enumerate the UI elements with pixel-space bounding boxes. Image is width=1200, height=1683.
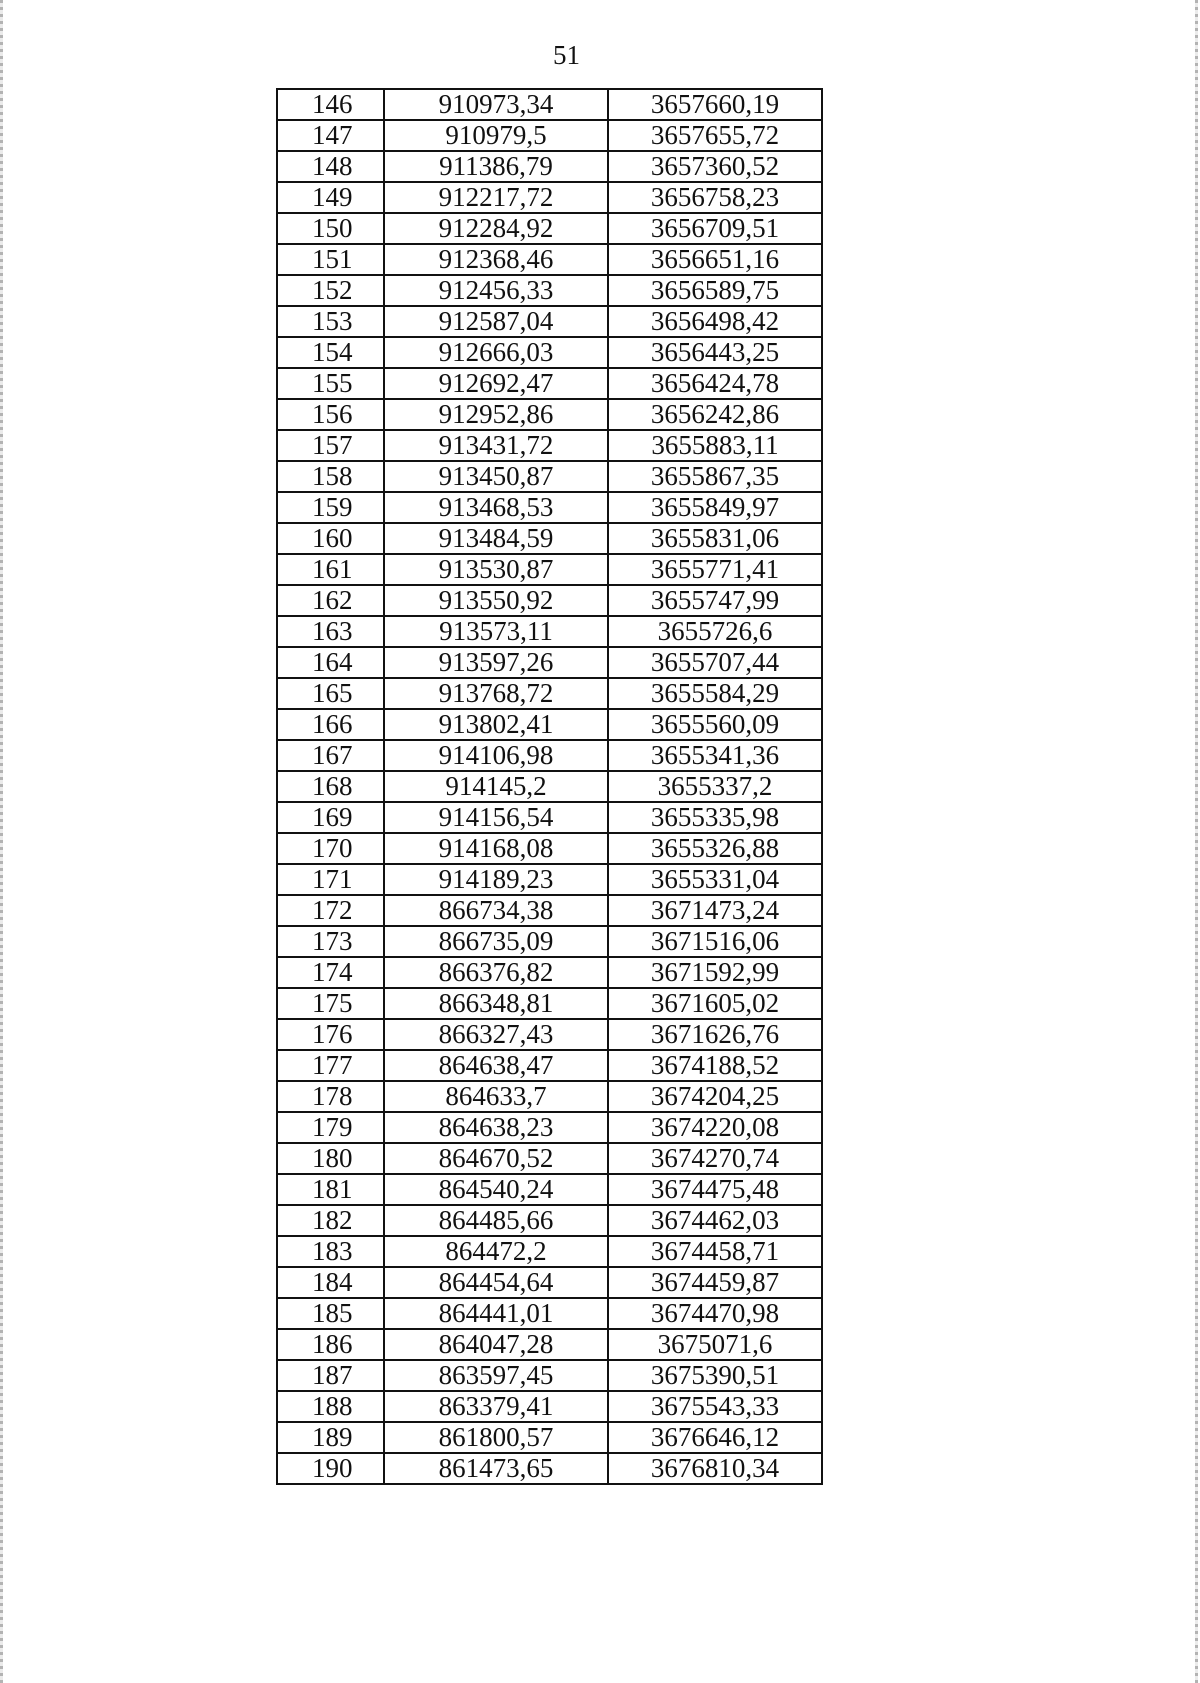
point-number-cell: 165 — [277, 678, 384, 709]
point-number-cell: 157 — [277, 430, 384, 461]
table-row — [277, 554, 822, 585]
y-coordinate-cell: 3656424,78 — [608, 368, 822, 399]
point-number-cell: 167 — [277, 740, 384, 771]
y-coordinate-cell: 3671605,02 — [608, 988, 822, 1019]
x-coordinate-cell: 864540,24 — [384, 1174, 608, 1205]
y-coordinate-cell: 3674459,87 — [608, 1267, 822, 1298]
point-number-cell: 188 — [277, 1391, 384, 1422]
x-coordinate-cell: 864670,52 — [384, 1143, 608, 1174]
table-row — [277, 1391, 822, 1422]
x-coordinate-cell: 913450,87 — [384, 461, 608, 492]
table-row — [277, 89, 822, 120]
point-number-cell: 155 — [277, 368, 384, 399]
y-coordinate-cell: 3671473,24 — [608, 895, 822, 926]
point-number-cell: 166 — [277, 709, 384, 740]
point-number-cell: 160 — [277, 523, 384, 554]
point-number-cell: 190 — [277, 1453, 384, 1484]
y-coordinate-cell: 3671516,06 — [608, 926, 822, 957]
table-row — [277, 151, 822, 182]
y-coordinate-cell: 3671626,76 — [608, 1019, 822, 1050]
x-coordinate-cell: 913484,59 — [384, 523, 608, 554]
x-coordinate-cell: 912284,92 — [384, 213, 608, 244]
table-row — [277, 988, 822, 1019]
x-coordinate-cell: 866348,81 — [384, 988, 608, 1019]
table-row — [277, 1298, 822, 1329]
x-coordinate-cell: 866376,82 — [384, 957, 608, 988]
table-row — [277, 275, 822, 306]
point-number-cell: 150 — [277, 213, 384, 244]
y-coordinate-cell: 3676810,34 — [608, 1453, 822, 1484]
x-coordinate-cell: 866735,09 — [384, 926, 608, 957]
x-coordinate-cell: 914189,23 — [384, 864, 608, 895]
y-coordinate-cell: 3674462,03 — [608, 1205, 822, 1236]
table-row — [277, 1329, 822, 1360]
y-coordinate-cell: 3655726,6 — [608, 616, 822, 647]
table-row — [277, 306, 822, 337]
table-row — [277, 957, 822, 988]
x-coordinate-cell: 913431,72 — [384, 430, 608, 461]
y-coordinate-cell: 3655771,41 — [608, 554, 822, 585]
y-coordinate-cell: 3674204,25 — [608, 1081, 822, 1112]
point-number-cell: 175 — [277, 988, 384, 1019]
x-coordinate-cell: 912217,72 — [384, 182, 608, 213]
x-coordinate-cell: 910979,5 — [384, 120, 608, 151]
table-row — [277, 740, 822, 771]
point-number-cell: 147 — [277, 120, 384, 151]
x-coordinate-cell: 864441,01 — [384, 1298, 608, 1329]
y-coordinate-cell: 3655560,09 — [608, 709, 822, 740]
y-coordinate-cell: 3675071,6 — [608, 1329, 822, 1360]
point-number-cell: 187 — [277, 1360, 384, 1391]
x-coordinate-cell: 913768,72 — [384, 678, 608, 709]
table-row — [277, 647, 822, 678]
point-number-cell: 171 — [277, 864, 384, 895]
y-coordinate-cell: 3655584,29 — [608, 678, 822, 709]
x-coordinate-cell: 866327,43 — [384, 1019, 608, 1050]
y-coordinate-cell: 3676646,12 — [608, 1422, 822, 1453]
x-coordinate-cell: 912368,46 — [384, 244, 608, 275]
x-coordinate-cell: 861800,57 — [384, 1422, 608, 1453]
y-coordinate-cell: 3674270,74 — [608, 1143, 822, 1174]
x-coordinate-cell: 864638,23 — [384, 1112, 608, 1143]
table-row — [277, 1112, 822, 1143]
y-coordinate-cell: 3674188,52 — [608, 1050, 822, 1081]
table-row — [277, 1267, 822, 1298]
table-row — [277, 1050, 822, 1081]
point-number-cell: 180 — [277, 1143, 384, 1174]
table-row — [277, 1453, 822, 1484]
point-number-cell: 173 — [277, 926, 384, 957]
table-row — [277, 337, 822, 368]
table-row — [277, 1360, 822, 1391]
point-number-cell: 156 — [277, 399, 384, 430]
y-coordinate-cell: 3675390,51 — [608, 1360, 822, 1391]
table-row — [277, 213, 822, 244]
point-number-cell: 149 — [277, 182, 384, 213]
table-row — [277, 709, 822, 740]
table-row — [277, 461, 822, 492]
table-row — [277, 244, 822, 275]
y-coordinate-cell: 3655335,98 — [608, 802, 822, 833]
coordinates-table — [276, 88, 823, 1485]
y-coordinate-cell: 3674458,71 — [608, 1236, 822, 1267]
point-number-cell: 172 — [277, 895, 384, 926]
table-row — [277, 833, 822, 864]
y-coordinate-cell: 3656498,42 — [608, 306, 822, 337]
x-coordinate-cell: 864047,28 — [384, 1329, 608, 1360]
x-coordinate-cell: 913597,26 — [384, 647, 608, 678]
table-row — [277, 120, 822, 151]
y-coordinate-cell: 3656651,16 — [608, 244, 822, 275]
point-number-cell: 179 — [277, 1112, 384, 1143]
point-number-cell: 146 — [277, 89, 384, 120]
point-number-cell: 148 — [277, 151, 384, 182]
y-coordinate-cell: 3655883,11 — [608, 430, 822, 461]
point-number-cell: 189 — [277, 1422, 384, 1453]
y-coordinate-cell: 3655707,44 — [608, 647, 822, 678]
y-coordinate-cell: 3655867,35 — [608, 461, 822, 492]
table-row — [277, 1174, 822, 1205]
point-number-cell: 159 — [277, 492, 384, 523]
y-coordinate-cell: 3656758,23 — [608, 182, 822, 213]
x-coordinate-cell: 910973,34 — [384, 89, 608, 120]
y-coordinate-cell: 3655326,88 — [608, 833, 822, 864]
x-coordinate-cell: 913573,11 — [384, 616, 608, 647]
table-row — [277, 864, 822, 895]
table-row — [277, 1236, 822, 1267]
table-row — [277, 895, 822, 926]
y-coordinate-cell: 3657655,72 — [608, 120, 822, 151]
table-row — [277, 399, 822, 430]
y-coordinate-cell: 3674470,98 — [608, 1298, 822, 1329]
point-number-cell: 164 — [277, 647, 384, 678]
point-number-cell: 185 — [277, 1298, 384, 1329]
point-number-cell: 163 — [277, 616, 384, 647]
table-row — [277, 585, 822, 616]
y-coordinate-cell: 3656589,75 — [608, 275, 822, 306]
x-coordinate-cell: 863597,45 — [384, 1360, 608, 1391]
y-coordinate-cell: 3655341,36 — [608, 740, 822, 771]
point-number-cell: 161 — [277, 554, 384, 585]
point-number-cell: 162 — [277, 585, 384, 616]
table-row — [277, 616, 822, 647]
x-coordinate-cell: 914106,98 — [384, 740, 608, 771]
y-coordinate-cell: 3656242,86 — [608, 399, 822, 430]
y-coordinate-cell: 3655331,04 — [608, 864, 822, 895]
table-row — [277, 368, 822, 399]
table-row — [277, 771, 822, 802]
y-coordinate-cell: 3656443,25 — [608, 337, 822, 368]
point-number-cell: 181 — [277, 1174, 384, 1205]
x-coordinate-cell: 912692,47 — [384, 368, 608, 399]
x-coordinate-cell: 864472,2 — [384, 1236, 608, 1267]
y-coordinate-cell: 3675543,33 — [608, 1391, 822, 1422]
table-row — [277, 1143, 822, 1174]
x-coordinate-cell: 914168,08 — [384, 833, 608, 864]
y-coordinate-cell: 3657660,19 — [608, 89, 822, 120]
point-number-cell: 151 — [277, 244, 384, 275]
x-coordinate-cell: 914145,2 — [384, 771, 608, 802]
y-coordinate-cell: 3656709,51 — [608, 213, 822, 244]
point-number-cell: 174 — [277, 957, 384, 988]
x-coordinate-cell: 913550,92 — [384, 585, 608, 616]
x-coordinate-cell: 911386,79 — [384, 151, 608, 182]
x-coordinate-cell: 912666,03 — [384, 337, 608, 368]
table-row — [277, 802, 822, 833]
point-number-cell: 154 — [277, 337, 384, 368]
y-coordinate-cell: 3671592,99 — [608, 957, 822, 988]
x-coordinate-cell: 864485,66 — [384, 1205, 608, 1236]
point-number-cell: 183 — [277, 1236, 384, 1267]
x-coordinate-cell: 866734,38 — [384, 895, 608, 926]
point-number-cell: 184 — [277, 1267, 384, 1298]
point-number-cell: 177 — [277, 1050, 384, 1081]
y-coordinate-cell: 3655849,97 — [608, 492, 822, 523]
y-coordinate-cell: 3655337,2 — [608, 771, 822, 802]
table-row — [277, 926, 822, 957]
table-row — [277, 523, 822, 554]
page-number: 51 — [553, 40, 580, 70]
x-coordinate-cell: 912587,04 — [384, 306, 608, 337]
table-row — [277, 1205, 822, 1236]
y-coordinate-cell: 3655831,06 — [608, 523, 822, 554]
coordinates-table-body — [277, 89, 822, 1484]
x-coordinate-cell: 913468,53 — [384, 492, 608, 523]
x-coordinate-cell: 864454,64 — [384, 1267, 608, 1298]
x-coordinate-cell: 861473,65 — [384, 1453, 608, 1484]
point-number-cell: 170 — [277, 833, 384, 864]
x-coordinate-cell: 864638,47 — [384, 1050, 608, 1081]
y-coordinate-cell: 3657360,52 — [608, 151, 822, 182]
table-row — [277, 182, 822, 213]
y-coordinate-cell: 3655747,99 — [608, 585, 822, 616]
point-number-cell: 169 — [277, 802, 384, 833]
x-coordinate-cell: 912952,86 — [384, 399, 608, 430]
point-number-cell: 158 — [277, 461, 384, 492]
table-row — [277, 678, 822, 709]
x-coordinate-cell: 914156,54 — [384, 802, 608, 833]
point-number-cell: 182 — [277, 1205, 384, 1236]
point-number-cell: 176 — [277, 1019, 384, 1050]
point-number-cell: 153 — [277, 306, 384, 337]
table-row — [277, 1019, 822, 1050]
table-row — [277, 430, 822, 461]
point-number-cell: 186 — [277, 1329, 384, 1360]
table-row — [277, 1081, 822, 1112]
x-coordinate-cell: 912456,33 — [384, 275, 608, 306]
y-coordinate-cell: 3674475,48 — [608, 1174, 822, 1205]
x-coordinate-cell: 863379,41 — [384, 1391, 608, 1422]
point-number-cell: 152 — [277, 275, 384, 306]
x-coordinate-cell: 913802,41 — [384, 709, 608, 740]
x-coordinate-cell: 913530,87 — [384, 554, 608, 585]
table-row — [277, 1422, 822, 1453]
y-coordinate-cell: 3674220,08 — [608, 1112, 822, 1143]
scan-edge-left — [0, 0, 3, 1683]
point-number-cell: 168 — [277, 771, 384, 802]
point-number-cell: 178 — [277, 1081, 384, 1112]
table-row — [277, 492, 822, 523]
x-coordinate-cell: 864633,7 — [384, 1081, 608, 1112]
scan-edge-right — [1195, 0, 1198, 1683]
